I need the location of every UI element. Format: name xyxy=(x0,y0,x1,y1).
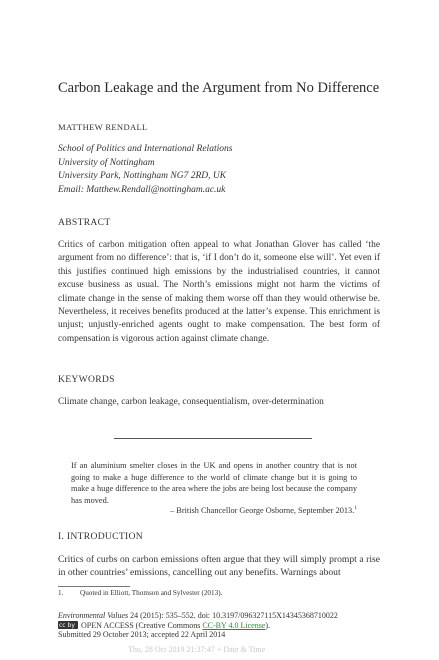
paper-title: Carbon Leakage and the Argument from No Difference xyxy=(58,80,380,96)
keywords-heading: KEYWORDS xyxy=(58,374,115,385)
introduction-heading: I. INTRODUCTION xyxy=(58,531,143,542)
footnote xyxy=(58,589,222,597)
epigraph-attribution xyxy=(170,505,357,515)
epigraph-attribution-text: – British Chancellor George Osborne, September 2013. xyxy=(170,505,355,515)
section-divider xyxy=(114,438,312,439)
keywords-text: Climate change, carbon leakage, consequentialism, over-determination xyxy=(58,397,324,407)
submission-dates: Submitted 29 October 2013; accepted 22 April 2014 xyxy=(58,630,226,640)
footnote-text: Quoted in Elliott, Thomson and Sylvester (2013). xyxy=(80,589,223,597)
journal-name: Environmental Values xyxy=(58,611,129,620)
author-name: MATTHEW RENDALL xyxy=(58,122,148,132)
footnote-number: 1. xyxy=(58,589,64,597)
footnote-divider xyxy=(58,586,130,587)
creative-commons-icon: cc by xyxy=(58,621,78,629)
affiliation-line: School of Politics and International Relations xyxy=(58,144,233,154)
author-email[interactable]: Email: Matthew.Rendall@nottingham.ac.uk xyxy=(58,184,226,195)
citation-line xyxy=(58,611,388,621)
abstract-heading: ABSTRACT xyxy=(58,217,111,228)
publication-info xyxy=(58,611,388,640)
abstract-text: Critics of carbon mitigation often appeal to what Jonathan Glover has called ‘the argument from no difference’: that is, ‘if I don’t do it, someone else will’. Yet even if this justifies continued high emissions by the industrialised countries, it cannot excuse business as usual. The North’s emissions might not harm the victims of climate change in the sense of making them worse off than they would otherwise be. Nevertheless, it receives benefits produced at the latter’s expense. This enrichment is unjust; unjustly-enriched agents ought to make compensation. The best form of compensation is vigorous action against climate change. xyxy=(58,240,380,344)
license-link[interactable]: CC-BY 4.0 License xyxy=(202,620,266,630)
epigraph-quote: If an aluminium smelter closes in the UK and opens in another country that is not going to make a huge difference to the world of climate change but it is going to make a huge difference to the area where the jobs are being lost because the company has moved. xyxy=(71,461,357,505)
download-watermark: Thu, 28 Oct 2019 21:37:47 + Date & Time xyxy=(128,645,266,654)
affiliation-block xyxy=(58,143,232,197)
open-access-text: OPEN ACCESS (Creative Commons xyxy=(81,620,203,630)
footnote-marker[interactable]: 1 xyxy=(354,505,357,511)
introduction-text: Critics of curbs on carbon emissions often argue that they will simply prompt a rise in other countries’ emissions, cancelling out any benefits. Warnings about xyxy=(58,554,380,579)
citation-details: 24 (2015): 535–552. doi: 10.3197/096327115X14345368710022 xyxy=(128,611,338,620)
license-line xyxy=(58,621,388,631)
affiliation-line: University of Nottingham xyxy=(58,157,155,168)
license-close: ). xyxy=(265,620,271,630)
affiliation-line: University Park, Nottingham NG7 2RD, UK xyxy=(58,171,227,181)
